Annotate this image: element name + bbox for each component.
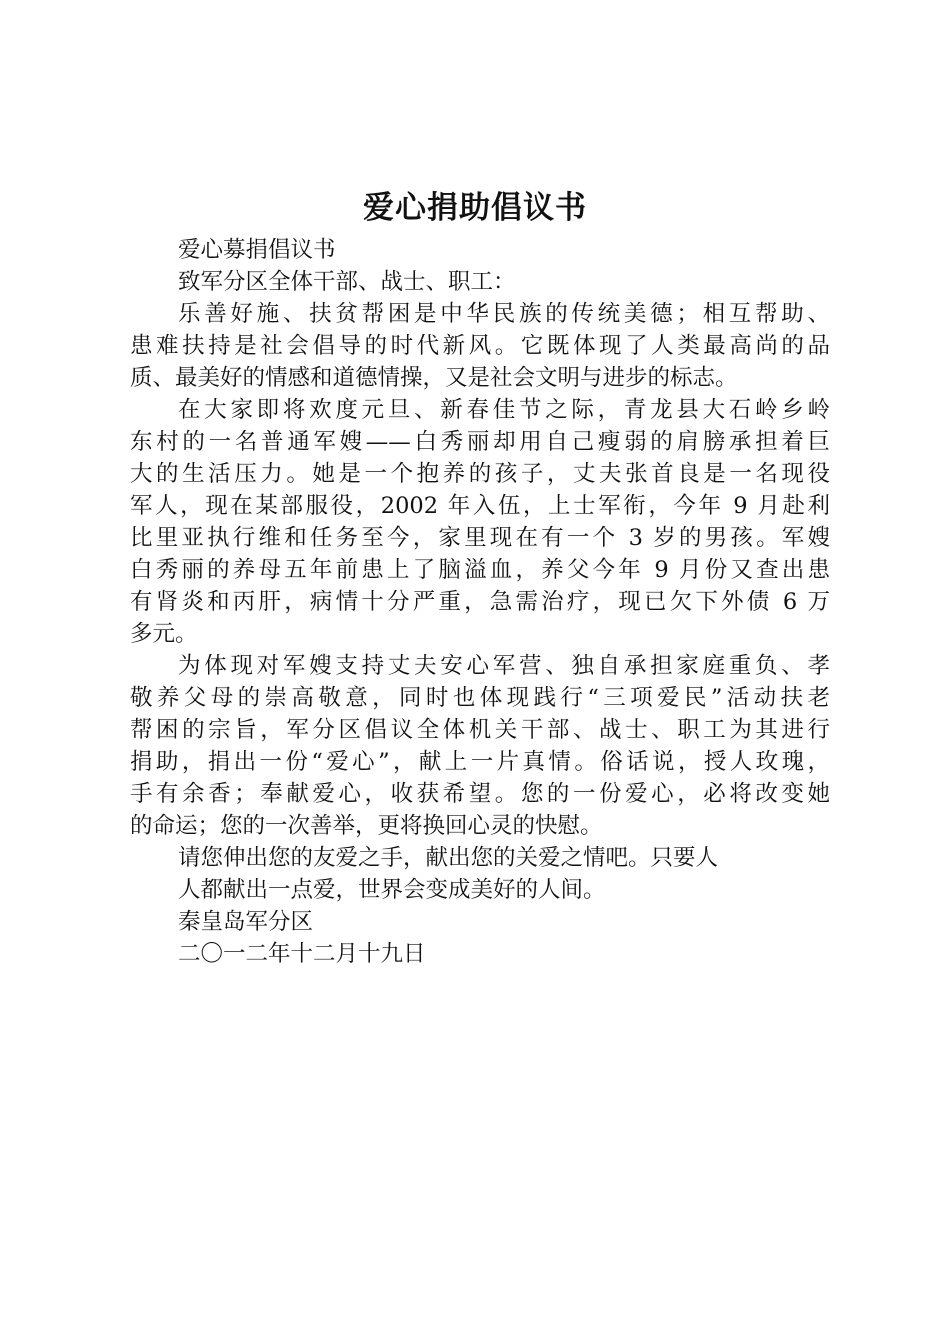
body-line: 质、最美好的情感和道德情操，又是社会文明与进步的标志。: [130, 365, 738, 391]
body-line: 二〇一二年十二月十九日: [178, 941, 426, 967]
body-line: 军人，现在某部服役，2002 年入伍，上士军衔，今年 9 月赴利: [130, 493, 830, 519]
body-line: 有肾炎和丙肝，病情十分严重，急需治疗，现已欠下外债 6 万: [130, 589, 830, 615]
body-line: 多元。: [130, 621, 198, 647]
body-line: 爱心募捐倡议书: [178, 237, 336, 263]
body-line: 为体现对军嫂支持丈夫安心军营、独自承担家庭重负、孝: [178, 653, 830, 679]
body-line: 大的生活压力。她是一个抱养的孩子，丈夫张首良是一名现役: [130, 461, 830, 487]
body-line: 人都献出一点爱，世界会变成美好的人间。: [178, 877, 606, 903]
body-line: 白秀丽的养母五年前患上了脑溢血，养父今年 9 月份又查出患: [130, 557, 830, 583]
body-line: 敬养父母的崇高敬意，同时也体现践行“三项爱民”活动扶老: [130, 685, 830, 711]
body-line: 在大家即将欢度元旦、新春佳节之际，青龙县大石岭乡岭: [178, 397, 830, 423]
body-line: 捐助，捐出一份“爱心”，献上一片真情。俗话说，授人玫瑰，: [130, 749, 830, 775]
body-line: 乐善好施、扶贫帮困是中华民族的传统美德；相互帮助、: [178, 301, 830, 327]
body-line: 手有余香；奉献爱心，收获希望。您的一份爱心，必将改变她: [130, 781, 830, 807]
body-line: 比里亚执行维和任务至今，家里现在有一个 3 岁的男孩。军嫂: [130, 525, 830, 551]
document-body: [130, 234, 830, 970]
body-line: 请您伸出您的友爱之手，献出您的关爱之情吧。只要人: [178, 845, 719, 871]
body-line: 致军分区全体干部、战士、职工：: [178, 269, 516, 295]
body-line: 患难扶持是社会倡导的时代新风。它既体现了人类最高尚的品: [130, 333, 830, 359]
body-line: 的命运；您的一次善举，更将换回心灵的快慰。: [130, 813, 603, 839]
body-line: 东村的一名普通军嫂——白秀丽却用自己瘦弱的肩膀承担着巨: [130, 429, 830, 455]
body-line: 帮困的宗旨，军分区倡议全体机关干部、战士、职工为其进行: [130, 717, 830, 743]
body-line: 秦皇岛军分区: [178, 909, 314, 935]
document-title: 爱心捐助倡议书: [363, 190, 587, 226]
